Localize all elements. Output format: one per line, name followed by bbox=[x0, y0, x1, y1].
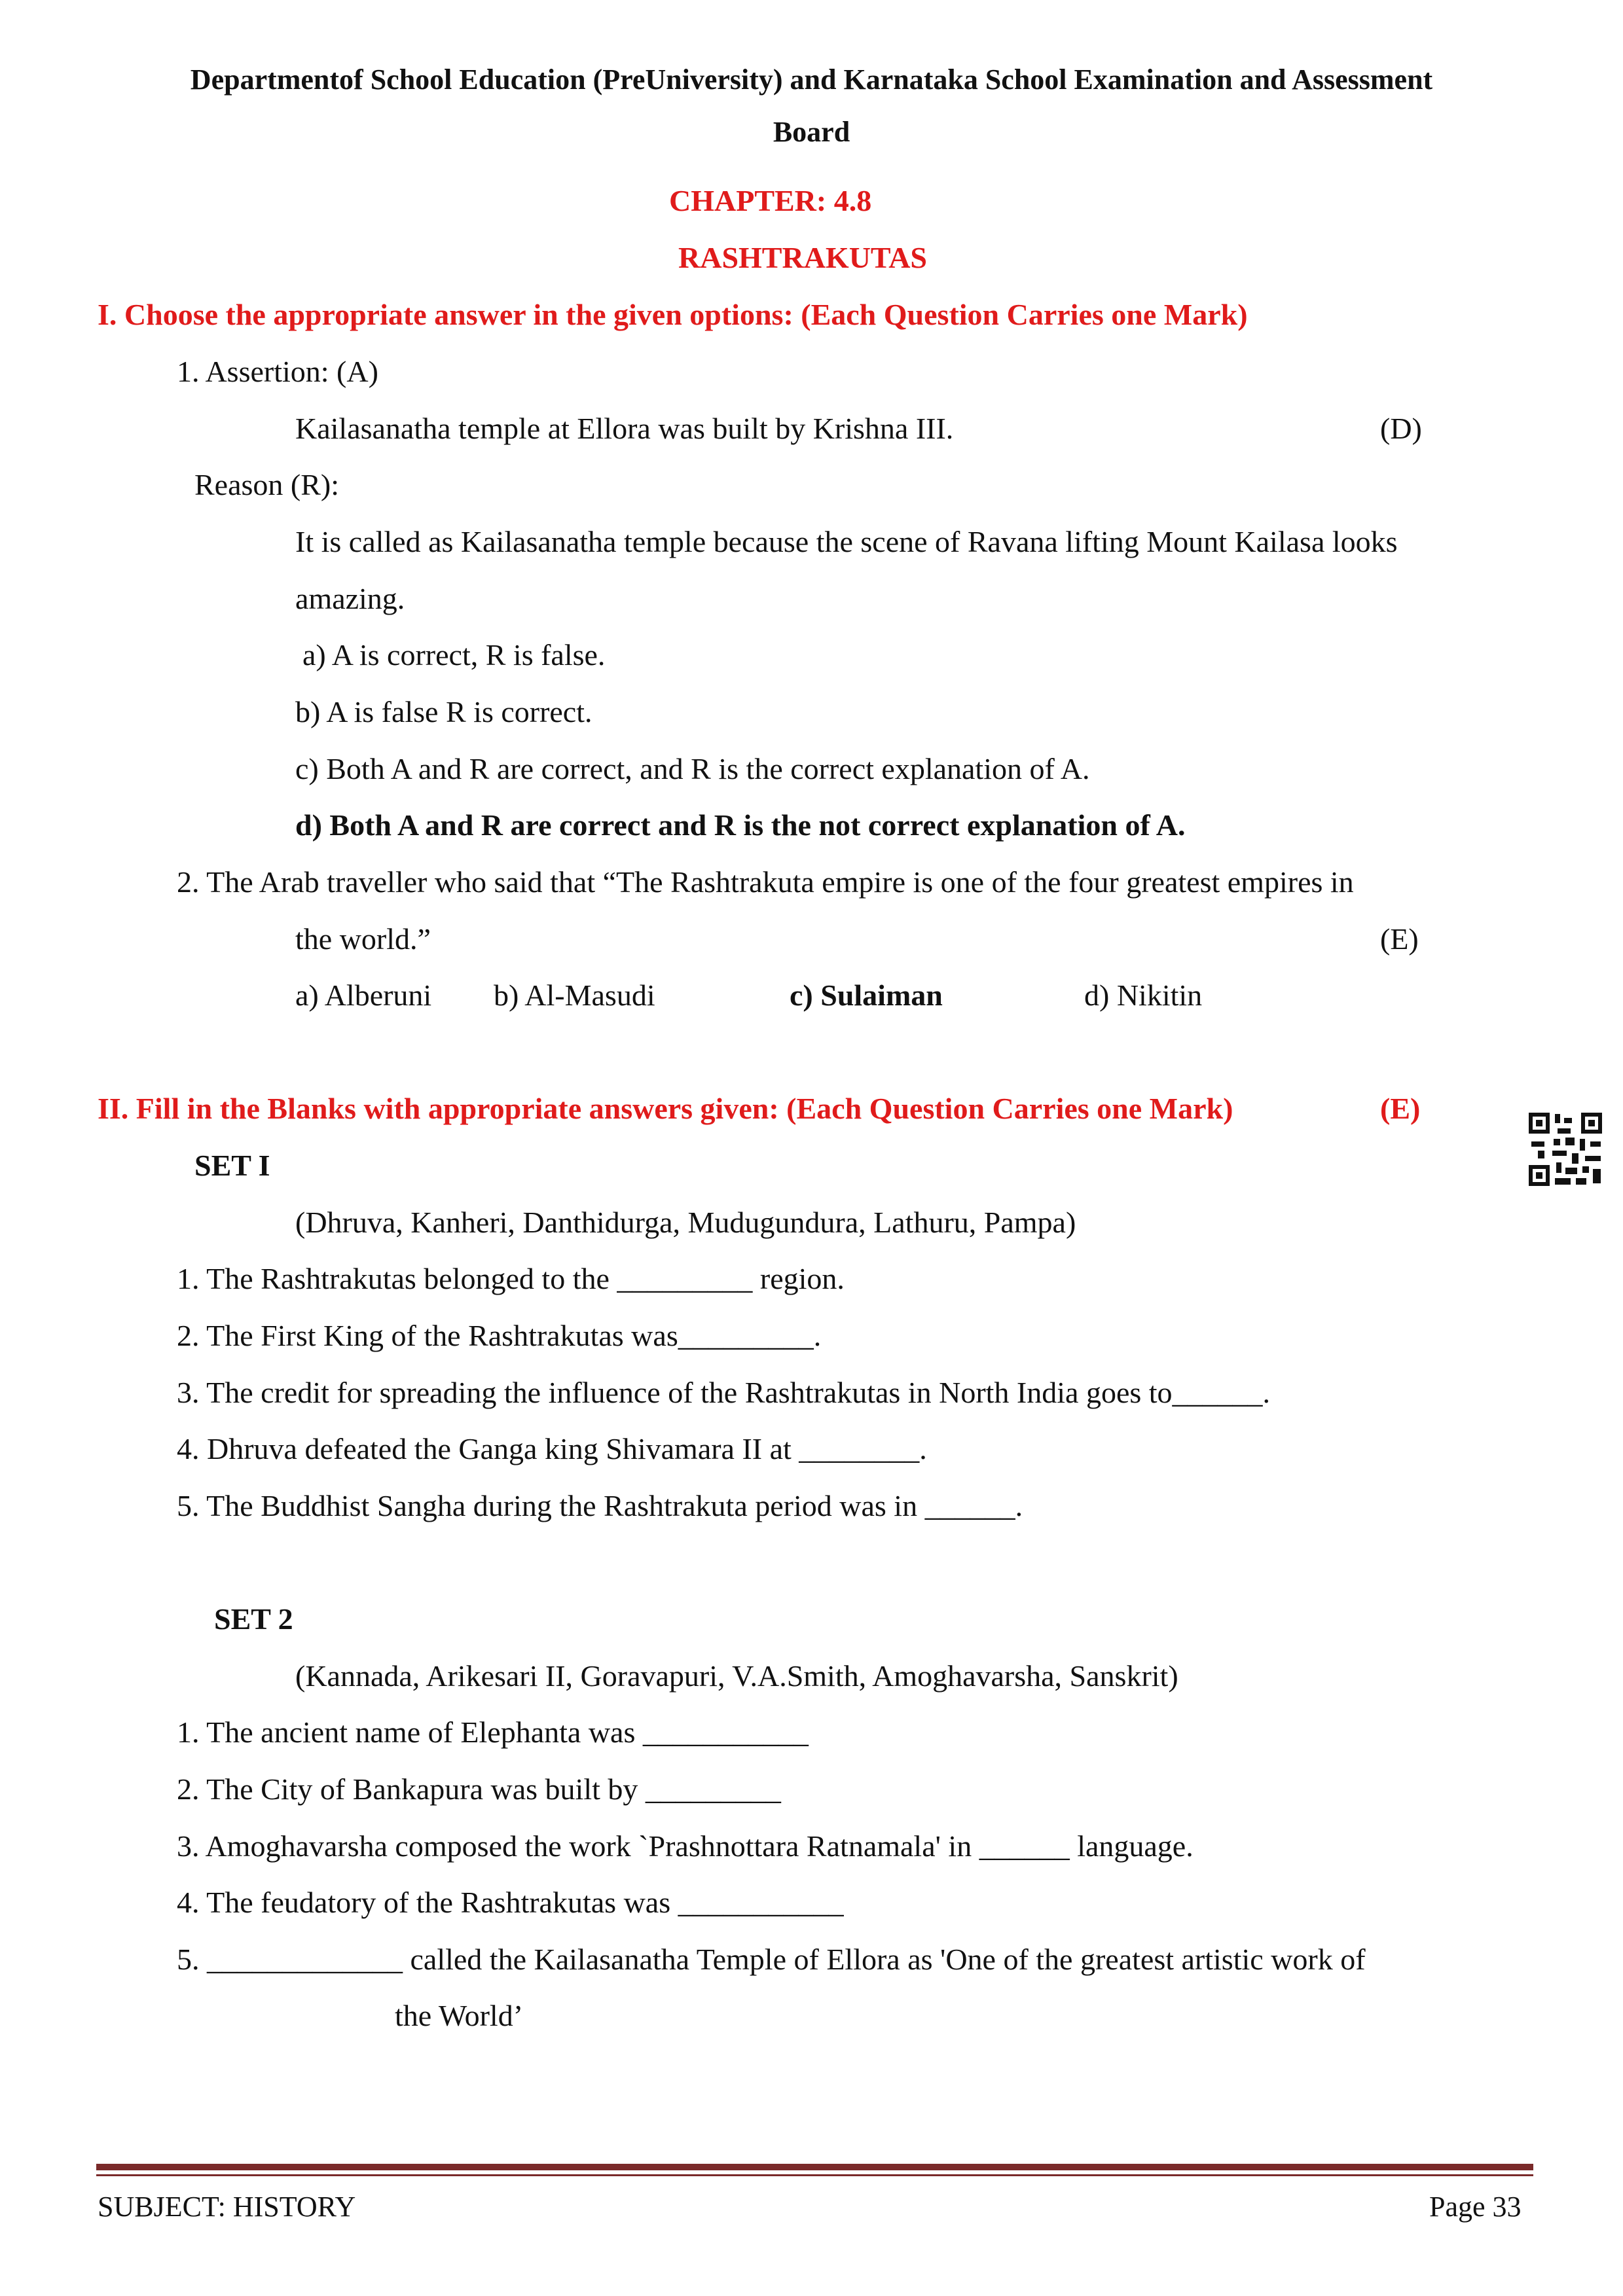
q2-line2: the world.” bbox=[295, 922, 431, 956]
q1-option-d-answer: d) Both A and R are correct and R is the not correct explanation of A. bbox=[295, 808, 1186, 842]
set2-options: (Kannada, Arikesari II, Goravapuri, V.A.Smith, Amoghavarsha, Sanskrit) bbox=[295, 1659, 1178, 1693]
footer-rule-thin bbox=[96, 2174, 1533, 2176]
set2-item-3: 3. Amoghavarsha composed the work `Prashnottara Ratnamala' in ______ language. bbox=[177, 1829, 1194, 1863]
q1-reason-label: Reason (R): bbox=[194, 468, 340, 501]
chapter-title: RASHTRAKUTAS bbox=[678, 241, 927, 274]
q2-option-a: a) Alberuni bbox=[295, 978, 432, 1012]
set2-item-2: 2. The City of Bankapura was built by _________ bbox=[177, 1772, 781, 1806]
q1-level: (D) bbox=[1380, 412, 1422, 445]
q2-option-b: b) Al-Masudi bbox=[494, 978, 655, 1012]
set1-options: (Dhruva, Kanheri, Danthidurga, Mudugundura, Lathuru, Pampa) bbox=[295, 1206, 1076, 1239]
header-line2: Board bbox=[773, 116, 850, 148]
footer-subject: SUBJECT: HISTORY bbox=[98, 2191, 356, 2223]
set2-item-4: 4. The feudatory of the Rashtrakutas was ___________ bbox=[177, 1886, 844, 1919]
set1-item-4: 4. Dhruva defeated the Ganga king Shivamara II at ________. bbox=[177, 1432, 927, 1465]
footer-page-number: Page 33 bbox=[1429, 2191, 1522, 2223]
set2-item-1: 1. The ancient name of Elephanta was ___________ bbox=[177, 1715, 809, 1749]
qr-code-icon bbox=[1529, 1113, 1602, 1186]
q2-line1: 2. The Arab traveller who said that “The Rashtrakuta empire is one of the four greatest empires in bbox=[177, 865, 1354, 899]
section2-heading: II. Fill in the Blanks with appropriate answers given: (Each Question Carries one Mark) bbox=[98, 1092, 1233, 1125]
set1-item-5: 5. The Buddhist Sangha during the Rashtrakuta period was in ______. bbox=[177, 1489, 1023, 1522]
chapter-number: CHAPTER: 4.8 bbox=[669, 184, 872, 217]
section1-heading: I. Choose the appropriate answer in the given options: (Each Question Carries one Mark) bbox=[98, 298, 1248, 331]
q2-option-d: d) Nikitin bbox=[1084, 978, 1203, 1012]
set2-title: SET 2 bbox=[214, 1602, 293, 1636]
q1-option-c: c) Both A and R are correct, and R is the correct explanation of A. bbox=[295, 752, 1090, 785]
q1-reason-line1: It is called as Kailasanatha temple because the scene of Ravana lifting Mount Kailasa looks bbox=[295, 525, 1398, 558]
q1-option-a: a) A is correct, R is false. bbox=[302, 638, 606, 672]
q2-option-c-answer: c) Sulaiman bbox=[790, 978, 943, 1012]
set1-item-1: 1. The Rashtrakutas belonged to the _________ region. bbox=[177, 1262, 845, 1295]
q1-option-b: b) A is false R is correct. bbox=[295, 695, 593, 728]
q1-assertion-label: 1. Assertion: (A) bbox=[177, 355, 378, 388]
footer-rule bbox=[96, 2164, 1533, 2170]
set2-item-5-continuation: the World’ bbox=[395, 1999, 524, 2032]
set1-item-2: 2. The First King of the Rashtrakutas was_________. bbox=[177, 1319, 822, 1352]
q1-reason-line2: amazing. bbox=[295, 582, 405, 615]
set1-item-3: 3. The credit for spreading the influence of the Rashtrakutas in North India goes to______. bbox=[177, 1376, 1271, 1409]
header-line1: Departmentof School Education (PreUniversity) and Karnataka School Examination and Assessment bbox=[190, 63, 1433, 96]
section2-level: (E) bbox=[1380, 1092, 1421, 1125]
q1-assertion-text: Kailasanatha temple at Ellora was built by Krishna III. bbox=[295, 412, 954, 445]
q2-level: (E) bbox=[1380, 922, 1419, 956]
set2-item-5: 5. _____________ called the Kailasanatha Temple of Ellora as 'One of the greatest artistic work of bbox=[177, 1943, 1366, 1976]
set1-title: SET I bbox=[194, 1149, 270, 1182]
